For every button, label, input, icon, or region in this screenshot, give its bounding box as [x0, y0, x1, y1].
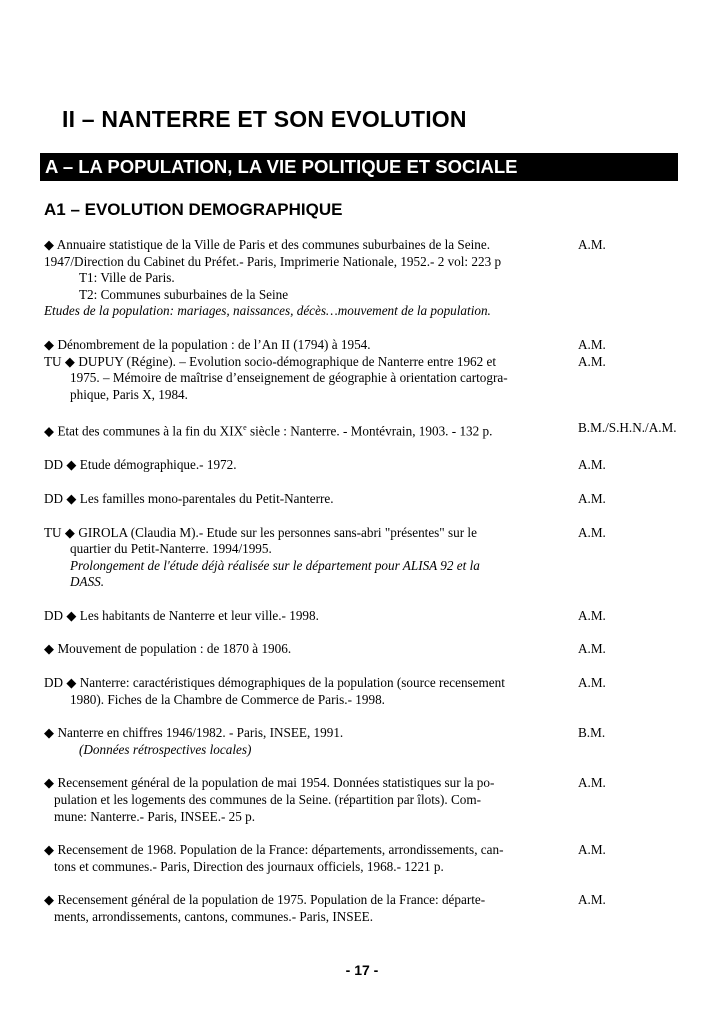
section-banner	[40, 153, 678, 181]
location-code: A.M.	[578, 675, 606, 691]
entry-line: ◆ Nanterre en chiffres 1946/1982. - Paris, INSEE, 1991.	[44, 725, 344, 741]
entry-line: TU ◆ DUPUY (Régine). – Evolution socio-démographique de Nanterre entre 1962 et	[44, 353, 497, 369]
location-code: A.M.	[578, 353, 606, 369]
location-code: A.M.	[578, 490, 606, 506]
list-item	[44, 892, 684, 925]
location-code: A.M.	[578, 336, 606, 352]
entry-line: 1975. – Mémoire de maîtrise d’enseignement de géographie à orientation cartogra-	[70, 370, 508, 386]
entry-line: 1947/Direction du Cabinet du Préfet.- Paris, Imprimerie Nationale, 1952.- 2 vol: 223 p	[44, 253, 502, 269]
superscript: e	[243, 423, 247, 433]
entry-text: ◆ Etat des communes à la fin du XIX	[44, 423, 244, 439]
entry-line: 1980). Fiches de la Chambre de Commerce de Paris.- 1998.	[70, 691, 385, 707]
entry-line: ments, arrondissements, cantons, communes.- Paris, INSEE.	[54, 909, 374, 925]
entry-note: Prolongement de l'étude déjà réalisée sur le département pour ALISA 92 et la	[70, 557, 480, 573]
list-item	[44, 775, 684, 825]
entry-line: DD ◆ Les familles mono-parentales du Petit-Nanterre.	[44, 490, 334, 506]
entry-line: T2: Communes suburbaines de la Seine	[79, 286, 289, 302]
list-item	[44, 641, 684, 658]
location-code: A.M.	[578, 457, 606, 473]
list-item	[44, 525, 684, 591]
entry-line	[44, 420, 564, 440]
location-code: A.M.	[578, 524, 606, 540]
list-item	[44, 608, 684, 625]
entry-line: tons et communes.- Paris, Direction des journaux officiels, 1968.- 1221 p.	[54, 858, 444, 874]
entry-line: ◆ Dénombrement de la population : de l’An II (1794) à 1954.	[44, 336, 371, 352]
entry-line: ◆ Mouvement de population : de 1870 à 1906.	[44, 641, 292, 657]
location-code: A.M.	[578, 607, 606, 623]
location-code: A.M.	[578, 237, 606, 252]
list-item	[44, 457, 684, 474]
bibliography-list	[44, 237, 684, 943]
entry-line: mune: Nanterre.- Paris, INSEE.- 25 p.	[54, 808, 256, 824]
list-item	[44, 420, 684, 440]
entry-line: DD ◆ Les habitants de Nanterre et leur ville.- 1998.	[44, 607, 319, 623]
list-item	[44, 675, 684, 708]
list-item	[44, 354, 684, 404]
entry-line: DD ◆ Etude démographique.- 1972.	[44, 457, 237, 473]
entry-line: phique, Paris X, 1984.	[70, 386, 188, 402]
location-code: A.M.	[578, 775, 606, 791]
list-item	[44, 491, 684, 508]
entry-line: ◆ Recensement de 1968. Population de la France: départements, arrondissements, can-	[44, 842, 504, 858]
entry-line: ◆ Recensement général de la population de 1975. Population de la France: départe-	[44, 892, 486, 908]
location-code: B.M./S.H.N./A.M.	[578, 420, 677, 436]
list-item	[44, 237, 684, 320]
location-code: B.M.	[578, 725, 606, 741]
entry-note: DASS.	[70, 574, 105, 590]
location-code: A.M.	[578, 641, 606, 657]
entry-line: quartier du Petit-Nanterre. 1994/1995.	[70, 541, 272, 557]
entry-line: TU ◆ GIROLA (Claudia M).- Etude sur les personnes sans-abri "présentes" sur le	[44, 524, 477, 540]
page-number: - 17 -	[345, 962, 379, 978]
entry-line: ◆ Recensement général de la population de mai 1954. Données statistiques sur la po-	[44, 775, 495, 791]
list-item	[44, 842, 684, 875]
location-code: A.M.	[578, 842, 606, 858]
location-code: A.M.	[578, 892, 606, 908]
page-heading: II – NANTERRE ET SON EVOLUTION	[62, 106, 467, 132]
entry-line: T1: Ville de Paris.	[79, 270, 175, 286]
entry-text: siècle : Nanterre. - Montévrain, 1903. - 132 p.	[246, 423, 493, 439]
entry-note: Etudes de la population: mariages, naissances, décès…mouvement de la population.	[44, 303, 491, 319]
entry-line: DD ◆ Nanterre: caractéristiques démographiques de la population (source recensement	[44, 675, 505, 691]
subsection-title: A1 – EVOLUTION DEMOGRAPHIQUE	[44, 200, 343, 219]
entry-line: ◆ Annuaire statistique de la Ville de Paris et des communes suburbaines de la Seine.	[44, 237, 491, 252]
list-item	[44, 725, 684, 758]
section-title: A – LA POPULATION, LA VIE POLITIQUE ET SOCIALE	[45, 156, 518, 177]
list-item	[44, 337, 684, 354]
entry-note: (Données rétrospectives locales)	[79, 741, 252, 757]
entry-line: pulation et les logements des communes de la Seine. (répartition par îlots). Com-	[54, 792, 482, 808]
